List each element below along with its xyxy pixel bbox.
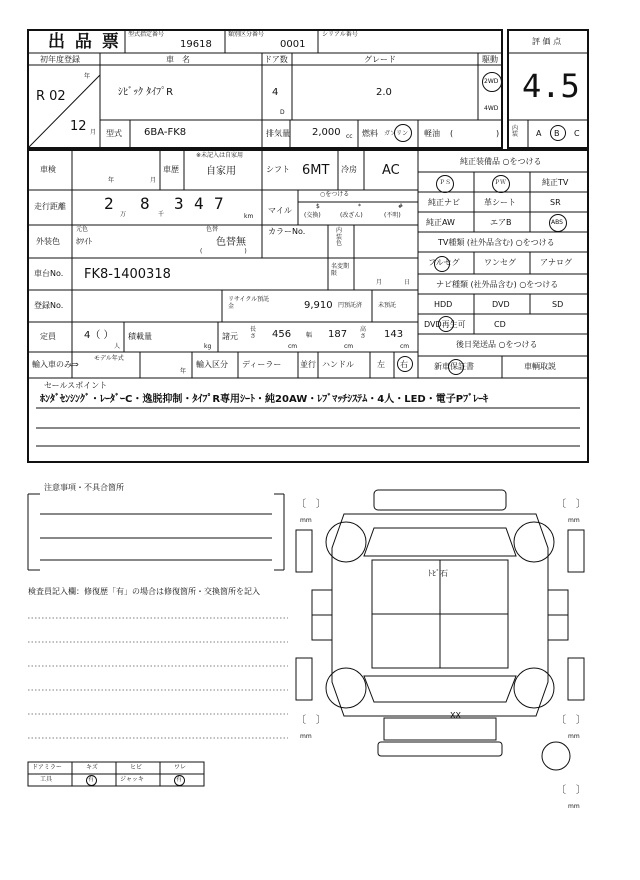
caution-label: 注意事項・不具合箇所 (44, 483, 124, 492)
expiry-month: 月 (376, 279, 383, 286)
form-title: 出 品 票 (48, 32, 121, 52)
gasoline-label: ガソリン (384, 130, 409, 137)
mileage-digit-5: 7 (214, 194, 224, 213)
interior-a: A (536, 129, 542, 138)
paren-open: ( (450, 129, 454, 138)
unknown-text: (不明) (384, 212, 401, 219)
interior-label: 内装 (512, 125, 519, 138)
month-unit: 月 (90, 129, 97, 136)
car-name-label: 車 名 (166, 55, 190, 64)
shift-value: 6MT (302, 163, 330, 178)
grade-label: グレード (364, 55, 396, 64)
bracket-front-left: 〔 〕 (296, 499, 326, 510)
mileage-digit-4: 4 (194, 194, 204, 213)
bracket-rear-left: 〔 〕 (296, 715, 326, 726)
displacement-value: 2,000 (312, 127, 341, 138)
import-only-label: 輸入車のみ⇒ (32, 360, 79, 369)
orig-color-value: ﾎﾜｲﾄ (76, 237, 92, 246)
sales-label: セールスポイント (44, 381, 108, 390)
color-no-label: カラーNo. (268, 227, 306, 236)
aircon-label: 冷房 (341, 165, 357, 174)
equip-aw: 純正AW (426, 218, 455, 227)
inspection-label: 車検 (40, 165, 56, 174)
expiry-day: 日 (404, 279, 411, 286)
mileage-digit-1: 2 (104, 194, 114, 213)
bracket-spare: 〔 〕 (556, 785, 586, 796)
inspector-label: 検査員記入欄：修復歴「有」の場合は修復箇所・交換箇所を記入 (28, 587, 260, 596)
equip-sr: SR (550, 198, 561, 207)
legend-crack: ヒビ (130, 764, 143, 771)
equip-pw: ＰＷ (494, 179, 507, 186)
equip-navi: 純正ナビ (428, 198, 460, 207)
man-unit: 万 (120, 211, 127, 218)
paren-close: ) (496, 129, 500, 138)
height-label: 高さ (360, 326, 367, 340)
reg-no-label: 登録No. (34, 301, 64, 310)
height-cm: cm (400, 343, 410, 350)
mm-spare: mm (568, 803, 580, 810)
sales-text: ﾎﾝﾀﾞｾﾝｼﾝｸﾞ・ﾚｰﾀﾞｰC・逸脱抑制・ﾀｲﾌﾟR専用ｼｰﾄ・純20AW・ﾚﾌﾞﾏｯﾁｼｽﾃﾑ・4人・LED・電子Pﾌﾞﾚｰｷ (40, 394, 489, 405)
legend-jack: ジャッキ (120, 776, 144, 783)
equip-ps: ＰＳ (439, 179, 452, 186)
legend-mirror: ドアミラー (32, 764, 62, 771)
year-unit: 年 (84, 73, 91, 80)
genuine-title: 純正装備品 ○をつける (460, 157, 542, 166)
category-value: 0001 (280, 39, 306, 50)
bracket-rear-right: 〔 〕 (556, 715, 586, 726)
category-label: 類別区分番号 (228, 31, 265, 38)
grade-value: 2.0 (376, 87, 392, 98)
navi-hdd: HDD (434, 300, 453, 309)
navi-cd: CD (494, 320, 506, 329)
navi-title: ナビ種類 (社外品含む) ○をつける (436, 280, 559, 289)
mm-front-left: mm (300, 517, 312, 524)
damage-mark-front: ﾄﾋﾞ石 (428, 569, 448, 578)
drive-2wd: 2WD (484, 78, 499, 85)
history-label: 車歴 (163, 165, 179, 174)
color-paren: ( ) (200, 248, 247, 255)
interior-b: B (554, 129, 560, 138)
model-cert-label: 型式指定番号 (128, 31, 165, 38)
legend-tools-yes: 有 (88, 776, 95, 783)
interior-c: C (574, 129, 580, 138)
first-reg-label: 初年度登録 (40, 55, 80, 64)
chassis-label: 車台No. (34, 269, 64, 278)
damage-mark-rear: XX (450, 711, 461, 720)
left-label: 左 (377, 360, 385, 369)
circle-note: ○をつける (320, 191, 350, 198)
parallel-label: 並行 (300, 360, 316, 369)
equip-tv: 純正TV (542, 178, 569, 187)
later-title: 後日発送品 ○をつける (456, 340, 538, 349)
tv-analog: アナログ (540, 258, 572, 267)
doors-value: 4 (272, 87, 279, 98)
legend-jack-yes: 有 (176, 776, 183, 783)
model-code-value: 6BA-FK8 (144, 127, 187, 138)
history-value: 自家用 (206, 166, 236, 177)
mm-rear-left: mm (300, 733, 312, 740)
tv-fullseg: フルセグ (428, 258, 460, 267)
doors-label: ドア数 (264, 55, 288, 64)
model-year-unit: 年 (180, 368, 187, 375)
km-unit: km (244, 213, 254, 220)
door-d: D (280, 109, 285, 116)
swap-text: (交換) (304, 212, 321, 219)
serial-label: シリアル番号 (322, 31, 358, 38)
legend-tools: 工具 (40, 776, 53, 783)
capacity-label: 定員 (40, 332, 56, 341)
inspection-month: 月 (150, 177, 157, 184)
model-year-label: モデル年式 (94, 355, 124, 362)
self-note: ※未記入は自家用 (196, 152, 244, 159)
length-value: 456 (272, 329, 292, 340)
inspection-year: 年 (108, 177, 115, 184)
handle-label: ハンドル (322, 360, 354, 369)
navi-sd: SD (552, 300, 564, 309)
length-cm: cm (288, 343, 298, 350)
mile-label: マイル (268, 206, 292, 215)
chassis-value: FK8-1400318 (84, 267, 171, 282)
width-cm: cm (344, 343, 354, 350)
recycle-label: リサイクル預託金 (228, 296, 270, 311)
reg-month: 12 (70, 119, 87, 134)
equip-abs: ABS (551, 219, 563, 226)
legend-scratch: キズ (86, 764, 98, 771)
recycle-paid: 円預託済 (338, 302, 363, 309)
mm-rear-right: mm (568, 733, 580, 740)
width-label: 幅 (306, 332, 313, 339)
color-change-label: 色替 (206, 226, 219, 233)
height-value: 143 (384, 329, 404, 340)
capacity-value: 4（ ） (84, 330, 114, 341)
navi-dvd: DVD (492, 300, 510, 309)
mm-front-right: mm (568, 517, 580, 524)
rating-value: 4.5 (522, 67, 580, 105)
cc-unit: cc (346, 133, 353, 140)
drive-4wd: 4WD (484, 105, 499, 112)
rating-label: 評 価 点 (532, 37, 562, 46)
equip-leather: 革シート (484, 198, 516, 207)
car-diagram (296, 490, 584, 770)
light-oil-label: 軽油 (424, 129, 440, 138)
shift-label: シフト (266, 165, 290, 174)
ext-color-label: 外装色 (36, 237, 60, 246)
model-cert-value: 19618 (180, 39, 212, 50)
expiry-label: 名変期限 (331, 263, 350, 278)
sen-unit: 千 (158, 211, 165, 218)
legend-break: ワレ (174, 764, 187, 771)
drive-label: 駆動 (482, 55, 498, 64)
int-color-label: 内装色 (336, 227, 343, 248)
dims-label: 諸元 (222, 332, 238, 341)
kg-unit: kg (204, 343, 212, 350)
displacement-label: 排気量 (266, 129, 290, 138)
aircon-value: AC (382, 163, 400, 178)
car-name-value: ｼﾋﾞｯｸ ﾀｲﾌﾟR (118, 87, 174, 98)
recycle-unpaid: 未預託 (378, 302, 397, 309)
dealer-label: ディーラー (242, 360, 282, 369)
color-change-value: 色替無 (216, 237, 246, 248)
navi-dvd-play: DVD再生可 (424, 320, 466, 329)
import-cat-label: 輸入区分 (196, 360, 228, 369)
reg-year: R 02 (36, 89, 66, 104)
unknown-symbol: # (398, 203, 404, 210)
bracket-front-right: 〔 〕 (556, 499, 586, 510)
mileage-label: 走行距離 (34, 202, 66, 211)
width-value: 187 (328, 329, 348, 340)
mileage-digit-3: 3 (174, 194, 184, 213)
recycle-value: 9,910 (304, 300, 333, 311)
tv-oneseg: ワンセグ (484, 258, 516, 267)
fuel-label: 燃料 (362, 129, 378, 138)
tamper-text: (改ざん) (340, 212, 363, 219)
later-warranty: 新車保証書 (434, 362, 474, 371)
swap-symbol: $ (316, 203, 320, 210)
tv-title: TV種類 (社外品含む) ○をつける (438, 238, 555, 247)
load-label: 積載量 (128, 332, 152, 341)
person-unit: 人 (114, 343, 121, 350)
model-type-label: 型式 (106, 129, 122, 138)
right-label: 右 (400, 360, 408, 369)
mileage-digit-2: 8 (140, 194, 150, 213)
tamper-symbol: * (358, 203, 361, 210)
later-manual: 車輌取説 (524, 362, 556, 371)
length-label: 長さ (250, 326, 257, 340)
orig-color-label: 元色 (76, 226, 89, 233)
equip-airbag: エアB (490, 218, 512, 227)
